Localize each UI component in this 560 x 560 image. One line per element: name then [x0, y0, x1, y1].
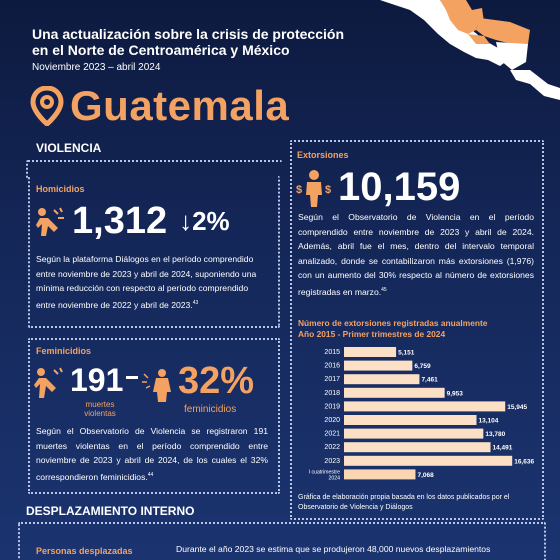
chart-title-line-1: Número de extorsiones registradas anualmente — [298, 318, 488, 328]
chart-bar — [344, 429, 483, 439]
extorsiones-footnote: 45 — [381, 286, 387, 293]
country-heading — [30, 82, 289, 130]
desplazamiento-text: Durante el año 2023 se estima que se produjeron 48,000 nuevos desplazamientos — [176, 544, 491, 554]
chart-value-label: 5,151 — [398, 349, 415, 357]
extorsiones-paragraph: Según el Observatorio de Violencia en el período comprendido entre noviembre de 2023 y abril de 2024. Además, abril fue el mes, dentro del intervalo temporal analizado, donde se contabilizaron más extorsiones (1,976) con un aumento del 30% respecto al número de extorsiones registradas en marzo. — [298, 212, 534, 297]
homicidios-value: 1,312 — [72, 200, 168, 242]
chart-category-label: 2018 — [324, 389, 340, 397]
homicidios-text — [36, 252, 268, 312]
chart-value-label: 13,780 — [485, 431, 506, 439]
report-title-line-1: Una actualización sobre la crisis de protección — [32, 26, 344, 42]
homicidios-label: Homicidios — [36, 184, 85, 194]
chart-category-label: 2021 — [324, 430, 340, 438]
chart-category-label: I cuatrimestre 2024 — [308, 469, 340, 482]
chart-value-label: 9,953 — [446, 390, 463, 398]
chart-bar — [344, 469, 415, 479]
desplazamiento-label: Personas desplazadas — [36, 546, 133, 556]
chart-bar — [344, 347, 396, 357]
feminicidios-pct-caption: feminicidios — [184, 404, 237, 415]
homicidios-paragraph: Según la plataforma Diálogos en el período comprendido entre noviembre de 2023 y abril de 2024, suponiendo una mínima reducción con respecto al período comprendido entre noviembre de 2022 y abril de 2023. — [36, 254, 257, 310]
chart-value-label: 13,104 — [478, 417, 499, 425]
chart-value-label: 16,636 — [514, 458, 535, 466]
homicidios-change: ↓2% — [179, 206, 230, 236]
chart-bar — [344, 388, 445, 398]
report-dates: Noviembre 2023 – abril 2024 — [32, 62, 161, 73]
chart-category-label: 2015 — [324, 349, 340, 356]
caption-muertes: muertes — [85, 400, 115, 409]
violent-death-icon — [34, 366, 64, 400]
chart-category-label: 2019 — [324, 403, 340, 411]
map-pin-icon — [30, 86, 64, 126]
nicaragua-shape — [496, 42, 528, 70]
feminicidios-label: Feminicidios — [36, 346, 92, 356]
chart-value-label: 7,068 — [417, 471, 434, 479]
chart-category-label: 2016 — [324, 362, 340, 370]
chart-note: Gráfica de elaboración propia basada en los datos publicados por el Observatorio de Violencia y Diálogos — [298, 494, 510, 511]
desplazamiento-title: DESPLAZAMIENTO INTERNO — [26, 504, 195, 518]
chart-bar — [344, 442, 491, 452]
chart-bar — [344, 415, 476, 425]
chart-title-line-2: Año 2015 - Primer trimestres de 2024 — [298, 329, 446, 339]
chart-bar — [344, 456, 512, 466]
feminicidios-stat — [34, 362, 274, 422]
central-america-map — [380, 0, 560, 130]
svg-text:$: $ — [296, 183, 303, 196]
country-name: Guatemala — [70, 82, 290, 129]
dash-separator — [126, 376, 138, 379]
homicide-icon — [34, 206, 66, 238]
extorsiones-text — [298, 210, 534, 299]
chart-category-label: 2020 — [324, 417, 340, 424]
chart-category-label: 2017 — [324, 376, 340, 384]
feminicidios-paragraph: Según el Observatorio de Violencia se registraron 191 muertes violentas en el período comprendido entre noviembre de 2023 y abril de 2024, de los cuales el 32% correspondieron feminicidios. — [36, 426, 268, 482]
costa-rica-panama-shape — [510, 70, 560, 100]
chart-value-label: 15,945 — [507, 403, 528, 411]
chart-category-label: 2022 — [324, 444, 340, 452]
feminicidios-footnote: 44 — [147, 471, 154, 478]
violencia-section-title: VIOLENCIA — [36, 141, 102, 155]
extortions-bar-chart — [296, 346, 536, 486]
chart-bar — [344, 401, 505, 411]
chart-title — [298, 318, 534, 340]
extortion-icon — [296, 169, 332, 207]
chart-category-label: 2023 — [324, 457, 340, 465]
feminicidios-value-caption — [70, 400, 130, 418]
feminicidios-value: 191 — [70, 362, 124, 398]
woman-icon — [142, 368, 176, 402]
extorsiones-value: 10,159 — [338, 165, 461, 209]
chart-bar — [344, 361, 412, 371]
report-header — [32, 26, 392, 73]
chart-value-label: 7,461 — [421, 376, 438, 384]
chart-bar — [344, 374, 419, 384]
homicidios-footnote: 43 — [192, 299, 199, 306]
feminicidios-pct: 32% — [178, 360, 255, 402]
extorsiones-stat — [296, 165, 460, 210]
chart-value-label: 6,759 — [414, 363, 431, 371]
extorsiones-label: Extorsiones — [297, 150, 349, 160]
svg-text:$: $ — [325, 183, 332, 196]
homicidios-stat — [34, 200, 230, 243]
report-title-line-2: en el Norte de Centroamérica y México — [32, 42, 290, 58]
chart-value-label: 14,491 — [492, 444, 513, 452]
feminicidios-text — [36, 424, 268, 484]
caption-violentas: violentas — [84, 409, 116, 418]
